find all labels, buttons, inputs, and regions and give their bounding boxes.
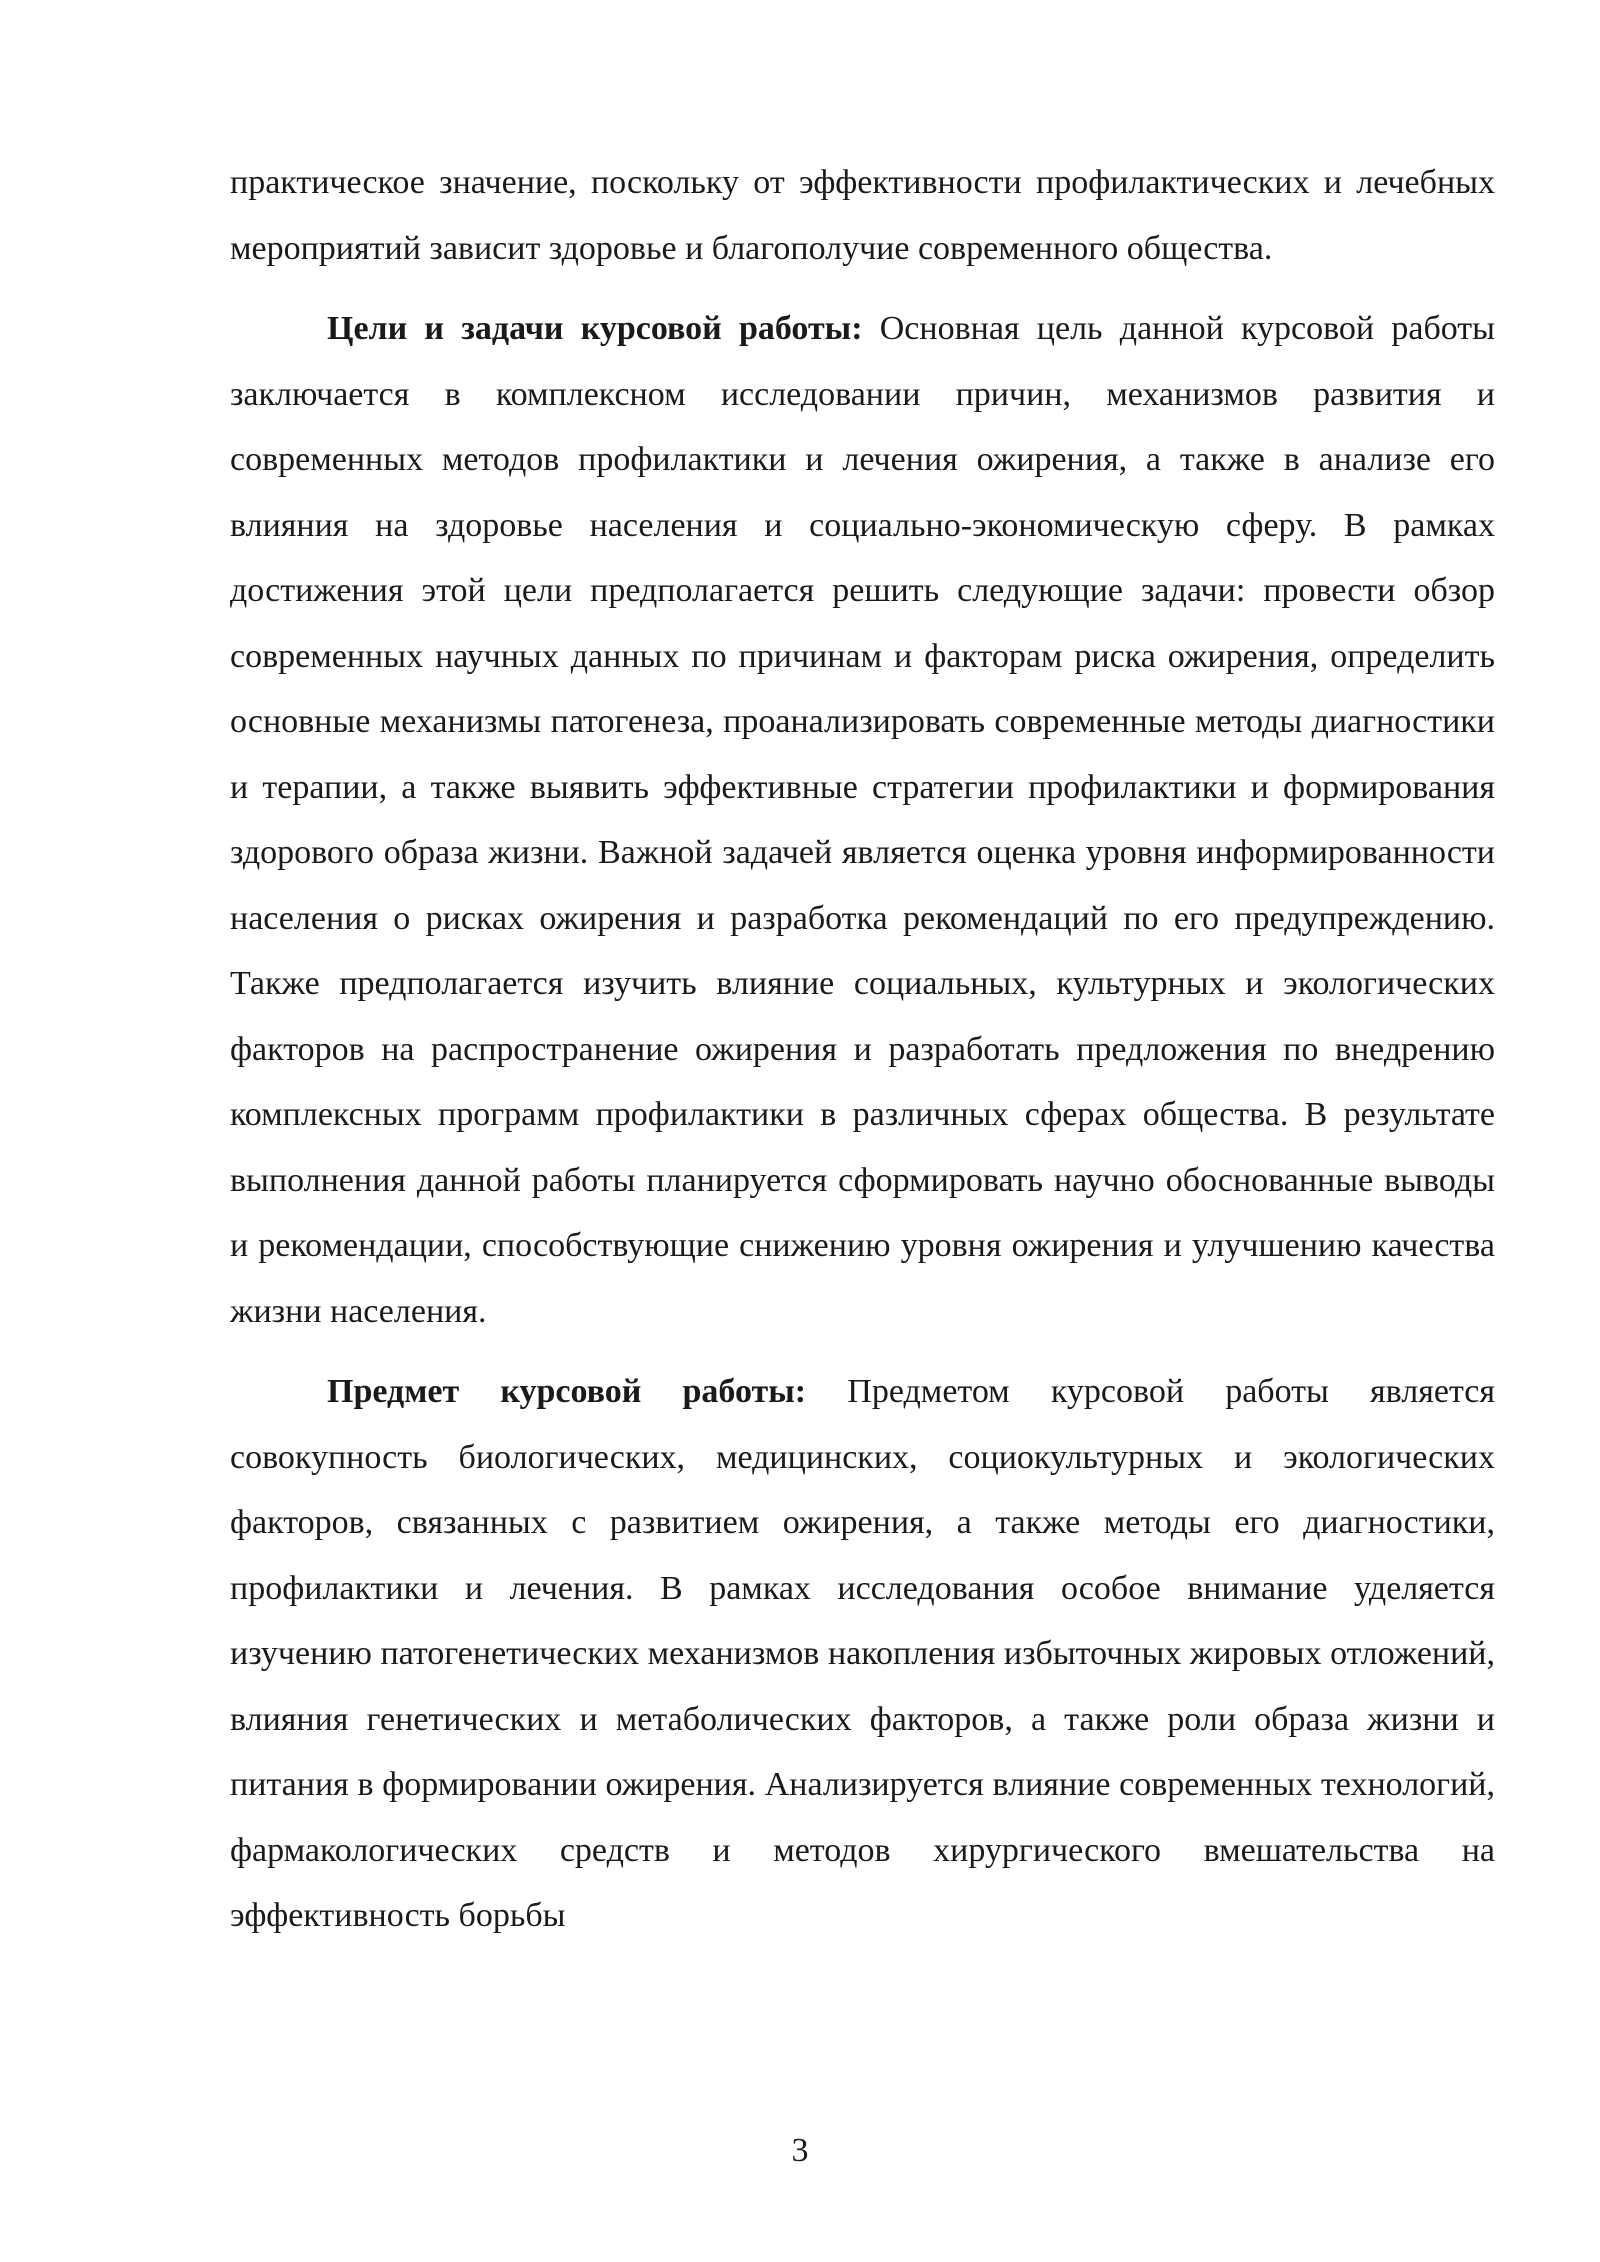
paragraph-heading-subject: Предмет курсовой работы: (327, 1373, 807, 1410)
paragraph-subject (230, 1359, 1495, 1949)
paragraph-significance (230, 150, 1495, 281)
page-number: 3 (791, 2132, 809, 2169)
paragraph-text: Основная цель данной курсовой работы заключается в комплексном исследовании причин, механизмов развития и современных методов профилактики и лечения ожирения, а также в анализе его влияния на здоровье населения и социально-экономическую сферу. В рамках достижения этой цели предполагается решить следующие задачи: провести обзор современных научных данных по причинам и факторам риска ожирения, определить основные механизмы патогенеза, проанализировать современные методы диагностики и терапии, а также выявить эффективные стратегии профилактики и формирования здорового образа жизни. Важной задачей является оценка уровня информированности населения о рисках ожирения и разработка рекомендаций по его предупреждению. Также предполагается изучить влияние социальных, культурных и экологических факторов на распространение ожирения и разработать предложения по внедрению комплексных программ профилактики в различных сферах общества. В результате выполнения данной работы планируется сформировать научно обоснованные выводы и рекомендации, способствующие снижению уровня ожирения и улучшению качества жизни населения. (230, 310, 1496, 1330)
paragraph-heading-goals: Цели и задачи курсовой работы: (327, 310, 863, 347)
body-text (230, 150, 1495, 1949)
paragraph-text: практическое значение, поскольку от эффективности профилактических и лечебных мероприятий зависит здоровье и благополучие современного общества. (230, 164, 1495, 267)
paragraph-text: Предметом курсовой работы является совокупность биологических, медицинских, социокультурных и экологических факторов, связанных с развитием ожирения, а также методы его диагностики, профилактики и лечения. В рамках исследования особое внимание уделяется изучению патогенетических механизмов накопления избыточных жировых отложений, влияния генетических и метаболических факторов, а также роли образа жизни и питания в формировании ожирения. Анализируется влияние современных технологий, фармакологических средств и методов хирургического вмешательства на эффективность борьбы (230, 1373, 1495, 1934)
paragraph-goals (230, 296, 1495, 1344)
